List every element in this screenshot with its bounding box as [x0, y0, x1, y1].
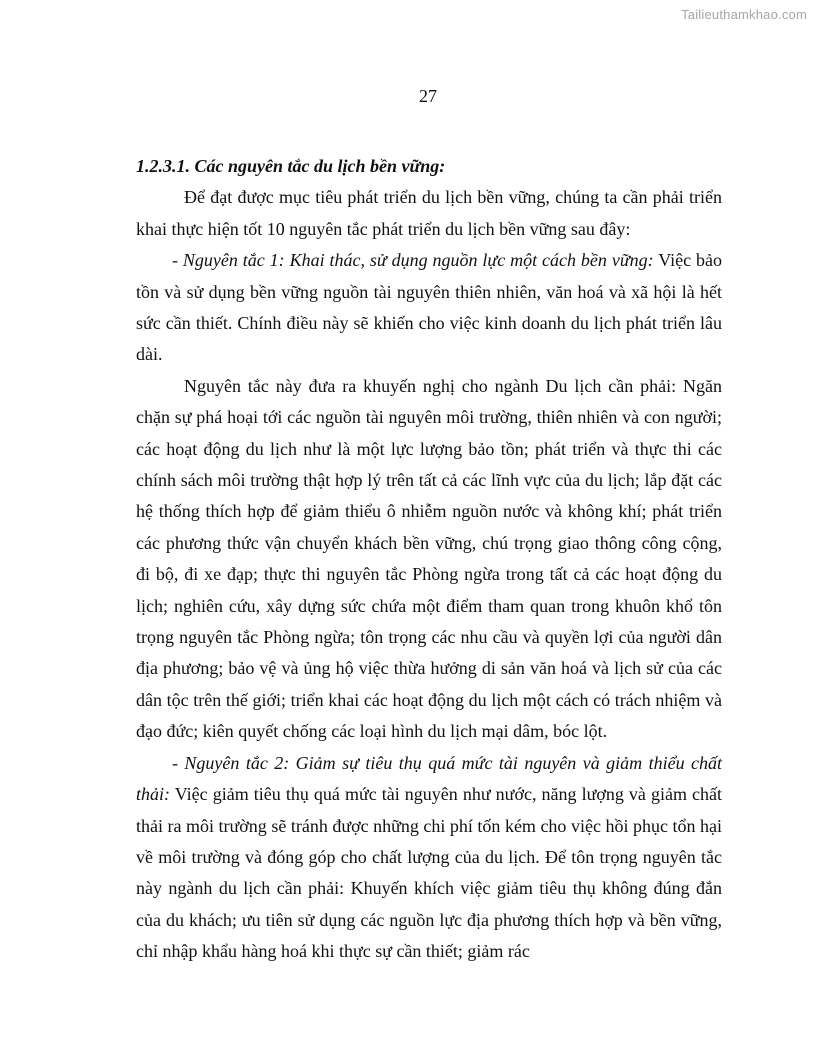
paragraph-principle-1: [136, 245, 722, 371]
paragraph-principle-2: [136, 748, 722, 968]
paragraph-text: Nguyên tắc này đưa ra khuyến nghị cho ngành Du lịch cần phải: Ngăn chặn sự phá hoại tới các nguồn tài nguyên môi trường, thiên nhiên và con người; các hoạt động du lịch như là một lực lượng bảo tồn; phát triển và thực thi các chính sách môi trường thật hợp lý trên tất cả các lĩnh vực của du lịch; lắp đặt các hệ thống thích hợp để giảm thiểu ô nhiễm nguồn nước và không khí; phát triển các phương thức vận chuyển khách bền vững, chú trọng giao thông công cộng, đi bộ, đi xe đạp; thực thi nguyên tắc Phòng ngừa trong tất cả các hoạt động du lịch; nghiên cứu, xây dựng sức chứa một điểm tham quan trong khuôn khổ tôn trọng nguyên tắc Phòng ngừa; tôn trọng các nhu cầu và quyền lợi của người dân địa phương; bảo vệ và ủng hộ việc thừa hưởng di sản văn hoá và lịch sử của các dân tộc trên thế giới; triển khai các hoạt động du lịch một cách có trách nhiệm và đạo đức; kiên quyết chống các loại hình du lịch mại dâm, bóc lột.: [136, 375, 722, 742]
paragraph-principle-1-details: [136, 371, 722, 748]
paragraph-text: Để đạt được mục tiêu phát triển du lịch bền vững, chúng ta cần phải triển khai thực hiện tốt 10 nguyên tắc phát triển du lịch bền vững sau đây:: [136, 187, 722, 239]
watermark-text: Tailieuthamkhao.com: [681, 7, 807, 22]
paragraph-intro: [136, 182, 722, 245]
section-heading: 1.2.3.1. Các nguyên tắc du lịch bền vững:: [136, 156, 446, 176]
principle-1-title: - Nguyên tắc 1: Khai thác, sử dụng nguồn lực một cách bền vững:: [172, 250, 654, 271]
page-number: 27: [419, 86, 437, 106]
paragraph-text: Việc bảo tồn và sử dụng bền vững nguồn tài nguyên thiên nhiên, văn hoá và xã hội là hết sức cần thiết. Chính điều này sẽ khiến cho việc kinh doanh du lịch phát triển lâu dài.: [136, 250, 723, 365]
paragraph-text: Việc giảm tiêu thụ quá mức tài nguyên như nước, năng lượng và giảm chất thải ra môi trường sẽ tránh được những chi phí tốn kém cho việc hồi phục tổn hại về môi trường và đóng góp cho chất lượng của du lịch. Để tôn trọng nguyên tắc này ngành du lịch cần phải: Khuyến khích việc giảm tiêu thụ không đúng đắn của du khách; ưu tiên sử dụng các nguồn lực địa phương thích hợp và bền vững, chỉ nhập khẩu hàng hoá khi thực sự cần thiết; giảm rác: [136, 784, 722, 962]
document-body: [136, 151, 722, 968]
principle-2-title: - Nguyên tắc 2: Giảm sự tiêu thụ quá mức tài nguyên và giảm thiểu chất thải:: [136, 752, 722, 805]
